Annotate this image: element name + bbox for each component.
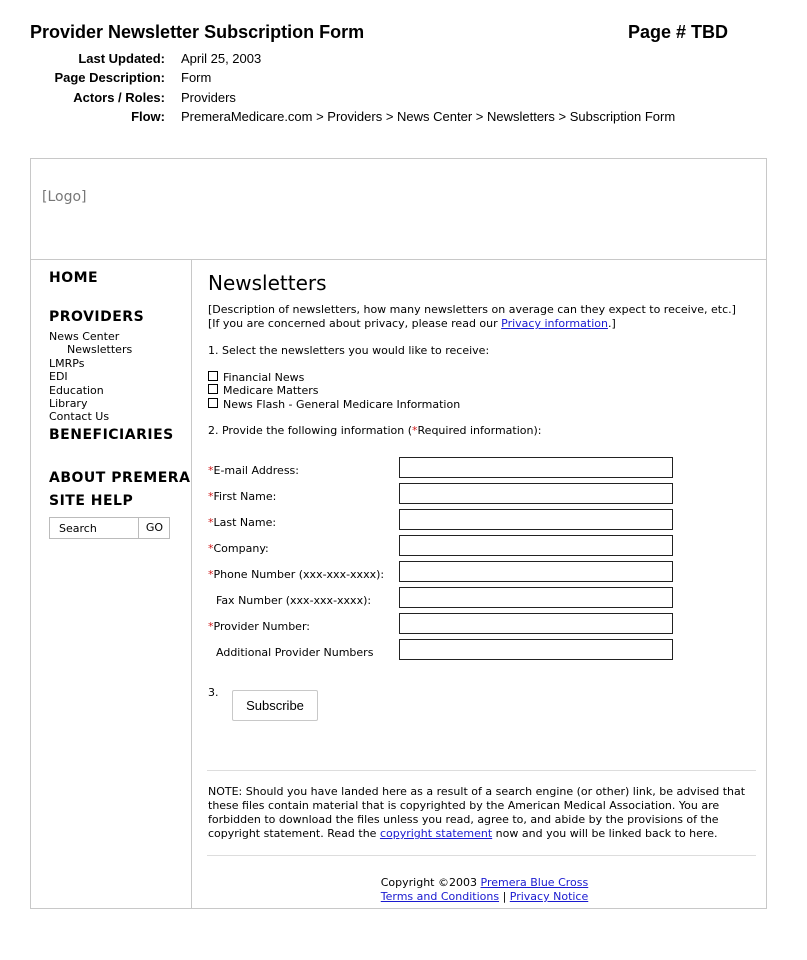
divider [207, 855, 756, 856]
privacy-note-prefix: [If you are concerned about privacy, please read our [208, 317, 502, 330]
terms-and-conditions-link[interactable]: Terms and Conditions [380, 890, 500, 903]
provider-number-label [208, 620, 310, 633]
privacy-notice-link[interactable]: Privacy Notice [509, 890, 589, 903]
left-navigation [31, 260, 192, 908]
first-name-label-text: First Name: [213, 490, 277, 503]
privacy-note-suffix: .] [607, 317, 616, 330]
nav-lmrps[interactable]: LMRPs [49, 357, 85, 370]
required-marker: * [208, 620, 214, 633]
email-field[interactable] [399, 457, 673, 478]
last-name-label-text: Last Name: [213, 516, 277, 529]
copyright-line [207, 876, 762, 890]
newsletter-option[interactable] [208, 384, 319, 397]
newsletter-option-label: Medicare Matters [223, 384, 319, 397]
provider-number-label-text: Provider Number: [213, 620, 310, 633]
provider-number-field[interactable] [399, 613, 673, 634]
phone-label [208, 568, 384, 581]
required-marker: * [208, 542, 214, 555]
email-label [208, 464, 299, 477]
email-label-text: E-mail Address: [213, 464, 299, 477]
phone-label-text: Phone Number (xxx-xxx-xxxx): [213, 568, 385, 581]
wireframe [30, 158, 767, 909]
company-label [208, 542, 269, 555]
nav-beneficiaries[interactable]: BENEFICIARIES [49, 427, 174, 443]
meta-value: April 25, 2003 [181, 51, 262, 66]
meta-label: Actors / Roles: [73, 90, 165, 105]
spec-page-number: Page # TBD [628, 22, 729, 42]
page-title: Newsletters [208, 271, 327, 295]
note-prefix: NOTE: Should you have landed here as a result of a search engine (or other) link, be advised that these files contain material that is copyrighted by the American Medical Association. You are forbidden to download the files unless you read, agree to, and abide by the provisions of the copyright statement. Read the [208, 785, 746, 840]
additional-provider-numbers-label: Additional Provider Numbers [216, 646, 374, 659]
fax-label: Fax Number (xxx-xxx-xxxx): [216, 594, 372, 607]
newsletter-option-label: News Flash - General Medicare Information [223, 398, 461, 411]
nav-library[interactable]: Library [49, 397, 88, 410]
footer-links [207, 890, 762, 904]
meta-value: Providers [181, 90, 236, 105]
logo-placeholder[interactable]: [Logo] [42, 189, 87, 205]
first-name-label [208, 490, 276, 503]
last-name-label [208, 516, 276, 529]
logo-area [31, 159, 766, 260]
required-marker: * [208, 490, 214, 503]
meta-label: Flow: [131, 109, 165, 124]
last-name-field[interactable] [399, 509, 673, 530]
nav-site-help[interactable]: SITE HELP [49, 493, 134, 509]
checkbox-news-flash[interactable] [208, 398, 218, 408]
privacy-information-link[interactable]: Privacy information [501, 317, 608, 330]
required-marker: * [208, 464, 214, 477]
nav-edi[interactable]: EDI [49, 370, 68, 383]
required-marker: * [412, 424, 418, 437]
checkbox-financial-news[interactable] [208, 371, 218, 381]
checkbox-medicare-matters[interactable] [208, 384, 218, 394]
note-suffix: now and you will be linked back to here. [492, 827, 718, 840]
nav-education[interactable]: Education [49, 384, 104, 397]
newsletter-option[interactable] [208, 398, 460, 411]
footer-separator: | [502, 890, 507, 903]
search-box [49, 517, 170, 539]
first-name-field[interactable] [399, 483, 673, 504]
newsletter-option-label: Financial News [223, 371, 305, 384]
step1-instruction: 1. Select the newsletters you would like to receive: [208, 344, 490, 357]
divider [207, 770, 756, 771]
nav-contact-us[interactable]: Contact Us [49, 410, 110, 423]
search-input[interactable]: Search [59, 522, 97, 535]
newsletter-description: [Description of newsletters, how many newsletters on average can they expect to receive, etc.] [208, 303, 736, 316]
meta-value: PremeraMedicare.com > Providers > News Center > Newsletters > Subscription Form [181, 109, 676, 124]
nav-about-premera[interactable]: ABOUT PREMERA [49, 470, 191, 486]
meta-label: Last Updated: [78, 51, 165, 66]
subscribe-button[interactable]: Subscribe [232, 690, 318, 721]
search-go-button[interactable]: GO [138, 518, 170, 538]
company-field[interactable] [399, 535, 673, 556]
spec-title: Provider Newsletter Subscription Form [30, 22, 365, 42]
meta-value: Form [181, 70, 212, 85]
footer [207, 876, 762, 904]
step2-instruction [208, 424, 541, 438]
copyright-statement-link[interactable]: copyright statement [379, 827, 493, 840]
step2-suffix: Required information): [417, 424, 542, 437]
required-marker: * [208, 568, 214, 581]
privacy-note [208, 317, 616, 331]
required-marker: * [208, 516, 214, 529]
company-label-text: Company: [213, 542, 269, 555]
step3-marker: 3. [208, 686, 219, 699]
newsletter-option[interactable] [208, 371, 304, 384]
nav-news-center[interactable]: News Center [49, 330, 120, 343]
nav-providers[interactable]: PROVIDERS [49, 309, 145, 325]
additional-provider-numbers-field[interactable] [399, 639, 673, 660]
copyright-note [208, 785, 756, 841]
premera-blue-cross-link[interactable]: Premera Blue Cross [480, 876, 589, 889]
step2-prefix: 2. Provide the following information ( [208, 424, 413, 437]
copyright-prefix: Copyright ©2003 [380, 876, 481, 889]
nav-newsletters[interactable]: Newsletters [67, 343, 133, 356]
fax-field[interactable] [399, 587, 673, 608]
phone-field[interactable] [399, 561, 673, 582]
meta-label: Page Description: [54, 70, 165, 85]
nav-home[interactable]: HOME [49, 270, 99, 286]
